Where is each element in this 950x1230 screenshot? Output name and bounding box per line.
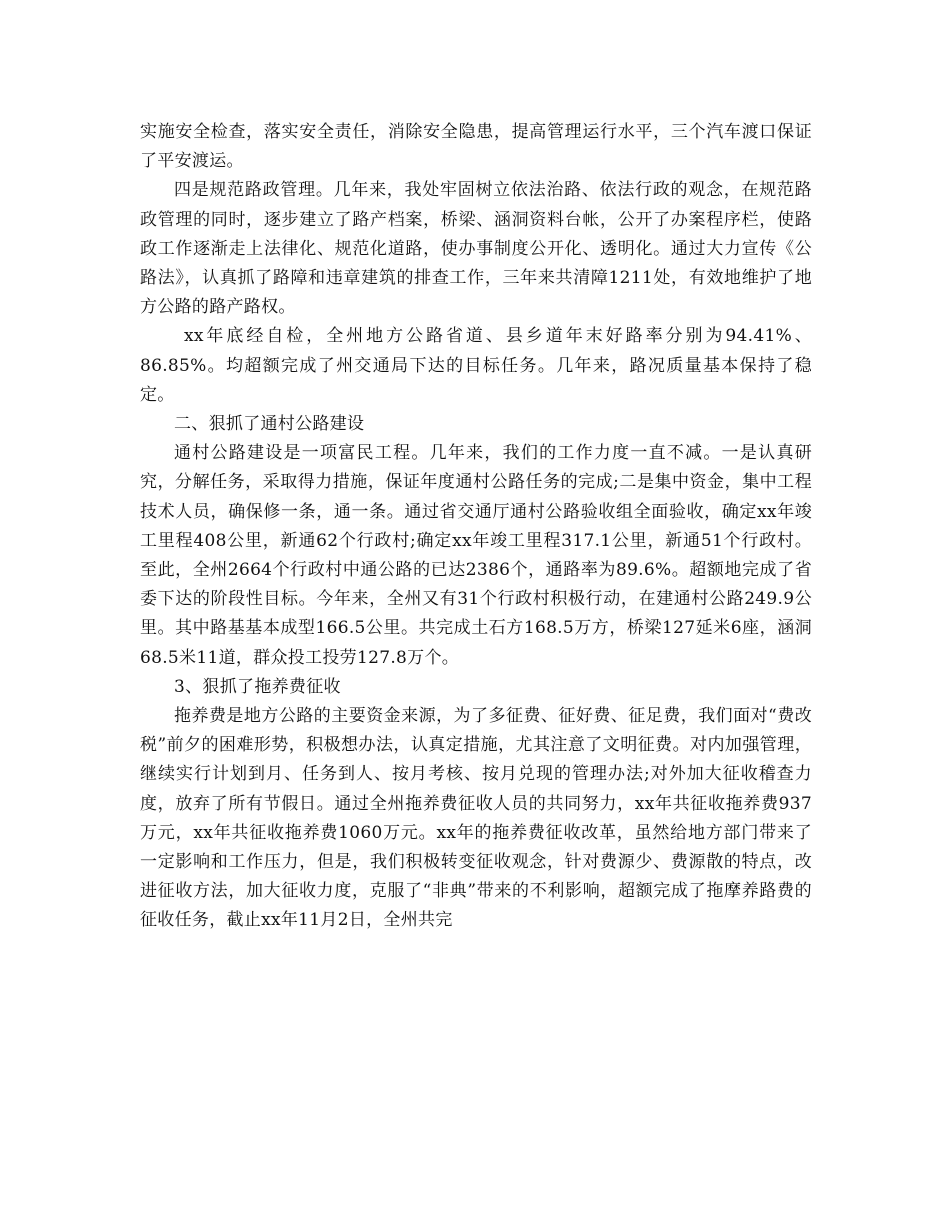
paragraph-road-quality: xx年底经自检，全州地方公路省道、县乡道年末好路率分别为94.41%、86.85%。均超额完成了州交通局下达的目标任务。几年来，路况质量基本保持了稳定。 xyxy=(140,326,812,405)
paragraph-fee-collection: 拖养费是地方公路的主要资金来源，为了多征费、征好费、征足费，我们面对“费改税”前夕的困难形势，积极想办法，认真定措施，尤其注意了文明征费。对内加强管理，继续实行计划到月、任务到人、按月考核、按月兑现的管理办法;对外加大征收稽查力度，放弃了所有节假日。通过全州拖养费征收人员的共同努力，xx年共征收拖养费937万元，xx年共征收拖养费1060万元。xx年的拖养费征收改革，虽然给地方部门带来了一定影响和工作压力，但是，我们积极转变征收观念，针对费源少、费源散的特点，改进征收方法，加大征收力度，克服了“非典”带来的不利影响，超额完成了拖摩养路费的征收任务，截止xx年11月2日，全州共完 xyxy=(140,706,812,931)
section-heading-fee-collection: 3、狠抓了拖养费征收 xyxy=(174,676,341,697)
paragraph-road-administration: 四是规范路政管理。几年来，我处牢固树立依法治路、依法行政的观念，在规范路政管理的同时，逐步建立了路产档案，桥梁、涵洞资料台帐，公开了办案程序栏，使路政工作逐渐走上法律化、规范化道路，使办事制度公开化、透明化。通过大力宣传《公路法》，认真抓了路障和违章建筑的排查工作，三年来共清障1211处，有效地维护了地方公路的路产路权。 xyxy=(140,180,812,318)
paragraph-village-roads: 通村公路建设是一项富民工程。几年来，我们的工作力度一直不减。一是认真研究，分解任务，采取得力措施，保证年度通村公路任务的完成;二是集中资金，集中工程技术人员，确保修一条，通一条。通过省交通厅通村公路验收组全面验收，确定xx年竣工里程408公里，新通62个行政村;确定xx年竣工里程317.1公里，新通51个行政村。至此，全州2664个行政村中通公路的已达2386个，通路率为89.6%。超额地完成了省委下达的阶段性目标。今年来，全州又有31个行政村积极行动，在建通村公路249.9公里。其中路基基本成型166.5公里。共完成土石方168.5万方，桥梁127延米6座，涵洞68.5米11道，群众投工投劳127.8万个。 xyxy=(140,443,812,668)
document-page xyxy=(140,118,812,936)
paragraph-continuation: 实施安全检查，落实安全责任，消除安全隐患，提高管理运行水平，三个汽车渡口保证了平安渡运。 xyxy=(140,122,812,172)
section-heading-village-roads: 二、狠抓了通村公路建设 xyxy=(174,414,365,435)
